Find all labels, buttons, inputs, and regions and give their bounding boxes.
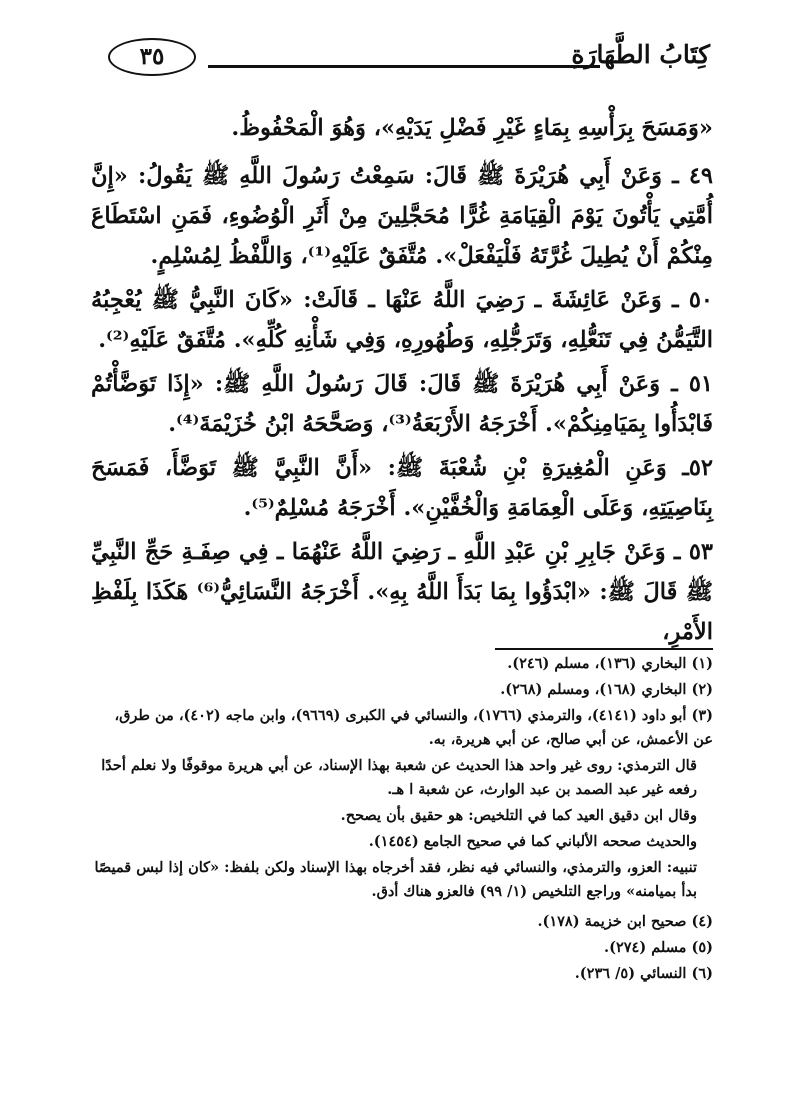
page-header [108, 38, 710, 84]
footnote-1: (١) البخاري (١٣٦)، مسلم (٢٤٦). [507, 655, 713, 672]
hadith-53: ٥٣ ـ وَعَنْ جَابِرِ بْنِ عَبْدِ اللَّهِ ـ رَضِيَ اللَّهُ عَنْهُمَا ـ فِي صِفَـةِ حَجِّ النَّبِيِّ ﷺ قَالَ ﷺ: «ابْدَؤُوا بِمَا بَدَأَ اللَّهُ بِهِ». أَخْرَجَهُ النَّسَائِيُّ⁽⁶⁾ هَكَذَا بِلَفْظِ الأَمْرِ، [91, 539, 714, 645]
footnote-3: (٣) أبو داود (٤١٤١)، والترمذي (١٧٦٦)، والنسائي في الكبرى (٩٦٦٩)، وابن ماجه (٤٠٢)، من طرق، عن الأعمش، عن أبي صالح، عن أبي هريرة، به. [114, 707, 713, 748]
footnote-4: (٤) صحيح ابن خزيمة (١٧٨). [537, 913, 713, 930]
hadith-50: ٥٠ ـ وَعَنْ عَائِشَةَ ـ رَضِيَ اللَّهُ عَنْهَا ـ قَالَتْ: «كَانَ النَّبِيُّ ﷺ يُعْجِبُهُ التَّيَمُّنُ فِي تَنَعُّلِهِ، وَتَرَجُّلِهِ، وَطُهُورِهِ، وَفِي شَأْنِهِ كُلِّهِ». مُتَّفَقٌ عَلَيْهِ⁽²⁾. [91, 287, 713, 353]
footnotes [91, 652, 713, 988]
footnote-5: (٥) مسلم (٢٧٤). [604, 939, 713, 956]
hadith-52: ٥٢ـ وَعَنِ الْمُغِيرَةِ بْنِ شُعْبَةَ ﷺ: «أَنَّ النَّبِيَّ ﷺ تَوَضَّأَ، فَمَسَحَ بِنَاصِيَتِهِ، وَعَلَى الْعِمَامَةِ وَالْخُفَّيْنِ». أَخْرَجَهُ مُسْلِمٌ⁽⁵⁾. [91, 455, 713, 521]
paragraph-continuation: «وَمَسَحَ بِرَأْسِهِ بِمَاءٍ غَيْرِ فَضْلِ يَدَيْهِ»، وَهُوَ الْمَحْفُوظُ. [231, 115, 713, 141]
main-text [91, 108, 713, 656]
header-rule [208, 65, 600, 68]
hadith-51: ٥١ ـ وَعَنْ أَبِي هُرَيْرَةَ ﷺ قَالَ: قَالَ رَسُولُ اللَّهِ ﷺ: «إِذَا تَوَضَّأْتُمْ فَابْدَأُوا بِمَيَامِنِكُمْ». أَخْرَجَهُ الأَرْبَعَةُ⁽³⁾، وَصَحَّحَهُ ابْنُ خُزَيْمَةَ⁽⁴⁾. [91, 371, 713, 437]
chapter-title: كِتَابُ الطَّهَارَةِ [571, 40, 710, 69]
footnote-6: (٦) النسائي (٥/ ٢٣٦). [574, 965, 713, 982]
page-number: ٣٥ [108, 38, 196, 76]
footnote-3-tirmidhi: قال الترمذي: روى غير واحد هذا الحديث عن شعبة بهذا الإسناد، عن أبي هريرة موقوفًا ولا نعلم أحدًا رفعه غير عبد الصمد بن عبد الوارث، عن شعبة ا هـ. [101, 757, 697, 798]
footnote-3-note: تنبيه: العزو، والترمذي، والنسائي فيه نظر، فقد أخرجاه بهذا الإسناد ولكن بلفظ: «كان إذا لبس قميصًا بدأ بميامنه» وراجع التلخيص (١/ ٩٩) فالعزو هناك أدق. [94, 859, 697, 900]
hadith-49: ٤٩ ـ وَعَنْ أَبِي هُرَيْرَةَ ﷺ قَالَ: سَمِعْتُ رَسُولَ اللَّهِ ﷺ يَقُولُ: «إِنَّ أُمَّتِي يَأْتُونَ يَوْمَ الْقِيَامَةِ غُرًّا مُحَجَّلِينَ مِنْ أَثَرِ الْوُضُوءِ، فَمَنِ اسْتَطَاعَ مِنْكُمْ أَنْ يُطِيلَ غُرَّتَهُ فَلْيَفْعَلْ». مُتَّفَقٌ عَلَيْهِ⁽¹⁾، وَاللَّفْظُ لِمُسْلِمٍ. [91, 163, 713, 269]
footnote-3-albani: والحديث صححه الألباني كما في صحيح الجامع (١٤٥٤). [368, 833, 697, 850]
footnote-separator [495, 648, 713, 650]
footnote-3-ibn-daqiq: وقال ابن دقيق العيد كما في التلخيص: هو حقيق بأن يصحح. [340, 807, 697, 824]
footnote-2: (٢) البخاري (١٦٨)، ومسلم (٢٦٨). [500, 681, 713, 698]
